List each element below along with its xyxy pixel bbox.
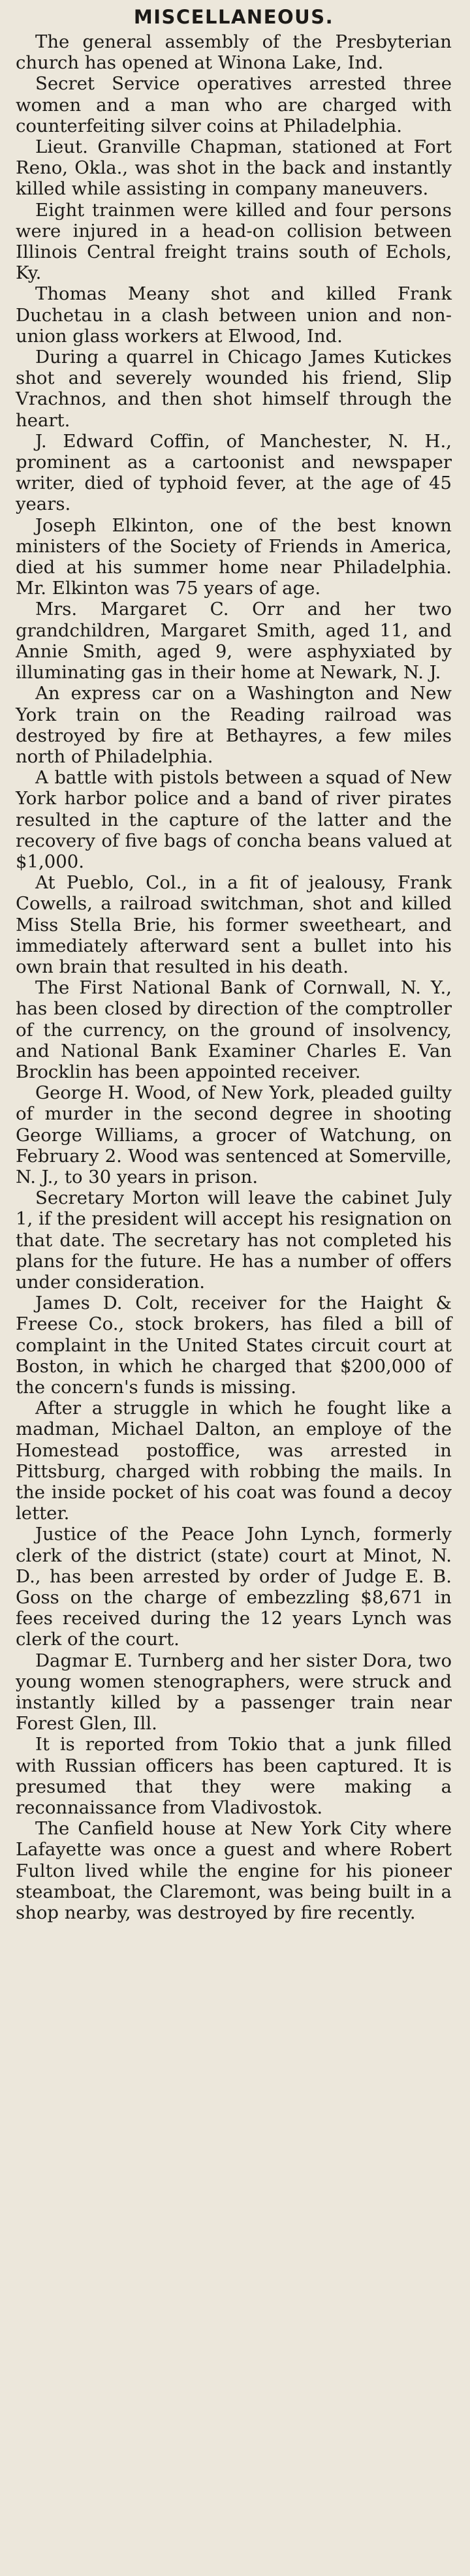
news-item: J. Edward Coffin, of Manchester, N. H., prominent as a cartoonist and newspaper writer, died of typhoid fever, at the age of 45 years.: [16, 430, 452, 515]
news-item: It is reported from Tokio that a junk filled with Russian officers has been captured. It is presumed that they were making a reconnaissance from Vladivostok.: [16, 1734, 452, 1819]
news-item: An express car on a Washington and New York train on the Reading railroad was destroyed by fire at Bethayres, a few miles north of Philadelphia.: [16, 683, 452, 767]
news-item: A battle with pistols between a squad of New York harbor police and a band of river pirates resulted in the capture of the latter and the recovery of five bags of concha beans valued at $1,000.: [16, 767, 452, 872]
news-item: Lieut. Granville Chapman, stationed at Fort Reno, Okla., was shot in the back and instantly killed while assisting in company maneuvers.: [16, 136, 452, 200]
news-item: Eight trainmen were killed and four persons were injured in a head-on collision between Illinois Central freight trains south of Echols, Ky.: [16, 199, 452, 284]
news-item: Mrs. Margaret C. Orr and her two grandchildren, Margaret Smith, aged 11, and Annie Smith, aged 9, were asphyxiated by illuminating gas in their home at Newark, N. J.: [16, 599, 452, 683]
news-item: Justice of the Peace John Lynch, formerly clerk of the district (state) court at Minot, N. D., has been arrested by order of Judge E. B. Goss on the charge of embezzling $8,671 in fees received during the 12 years Lynch was clerk of the court.: [16, 1524, 452, 1650]
news-item: The Canfield house at New York City where Lafayette was once a guest and where Robert Fulton lived while the engine for his pioneer steamboat, the Claremont, was being built in a shop nearby, was destroyed by fire recently.: [16, 1818, 452, 1924]
column-heading: MISCELLANEOUS.: [133, 6, 334, 28]
news-item: The general assembly of the Presbyterian church has opened at Winona Lake, Ind.: [16, 31, 452, 74]
news-item: After a struggle in which he fought like a madman, Michael Dalton, an employe of the Homestead postoffice, was arrested in Pittsburg, charged with robbing the mails. In the inside pocket of his coat was found a decoy letter.: [16, 1398, 452, 1524]
news-item: Thomas Meany shot and killed Frank Duchetau in a clash between union and non-union glass workers at Elwood, Ind.: [16, 283, 452, 347]
news-item: During a quarrel in Chicago James Kutickes shot and severely wounded his friend, Slip Vrachnos, and then shot himself through the heart.: [16, 347, 452, 431]
news-item: George H. Wood, of New York, pleaded guilty of murder in the second degree in shooting George Williams, a grocer of Watchung, on February 2. Wood was sentenced at Somerville, N. J., to 30 years in prison.: [16, 1082, 452, 1187]
news-item: The First National Bank of Cornwall, N. Y., has been closed by direction of the comptroller of the currency, on the ground of insolvency, and National Bank Examiner Charles E. Van Brocklin has been appointed receiver.: [16, 977, 452, 1082]
news-item: James D. Colt, receiver for the Haight & Freese Co., stock brokers, has filed a bill of complaint in the United States circuit court at Boston, in which he charged that $200,000 of the concern's funds is missing.: [16, 1293, 452, 1398]
news-item: Dagmar E. Turnberg and her sister Dora, two young women stenographers, were struck and instantly killed by a passenger train near Forest Glen, Ill.: [16, 1650, 452, 1735]
news-item: Secret Service operatives arrested three women and a man who are charged with counterfeiting silver coins at Philadelphia.: [16, 73, 452, 136]
news-item: At Pueblo, Col., in a fit of jealousy, Frank Cowells, a railroad switchman, shot and killed Miss Stella Brie, his former sweetheart, and immediately afterward sent a bullet into his own brain that resulted in his death.: [16, 872, 452, 977]
news-item: Joseph Elkinton, one of the best known ministers of the Society of Friends in America, died at his summer home near Philadelphia. Mr. Elkinton was 75 years of age.: [16, 514, 452, 599]
news-item: Secretary Morton will leave the cabinet July 1, if the president will accept his resignation on that date. The secretary has not completed his plans for the future. He has a number of offers under consideration.: [16, 1187, 452, 1293]
article-list: [16, 31, 452, 1923]
